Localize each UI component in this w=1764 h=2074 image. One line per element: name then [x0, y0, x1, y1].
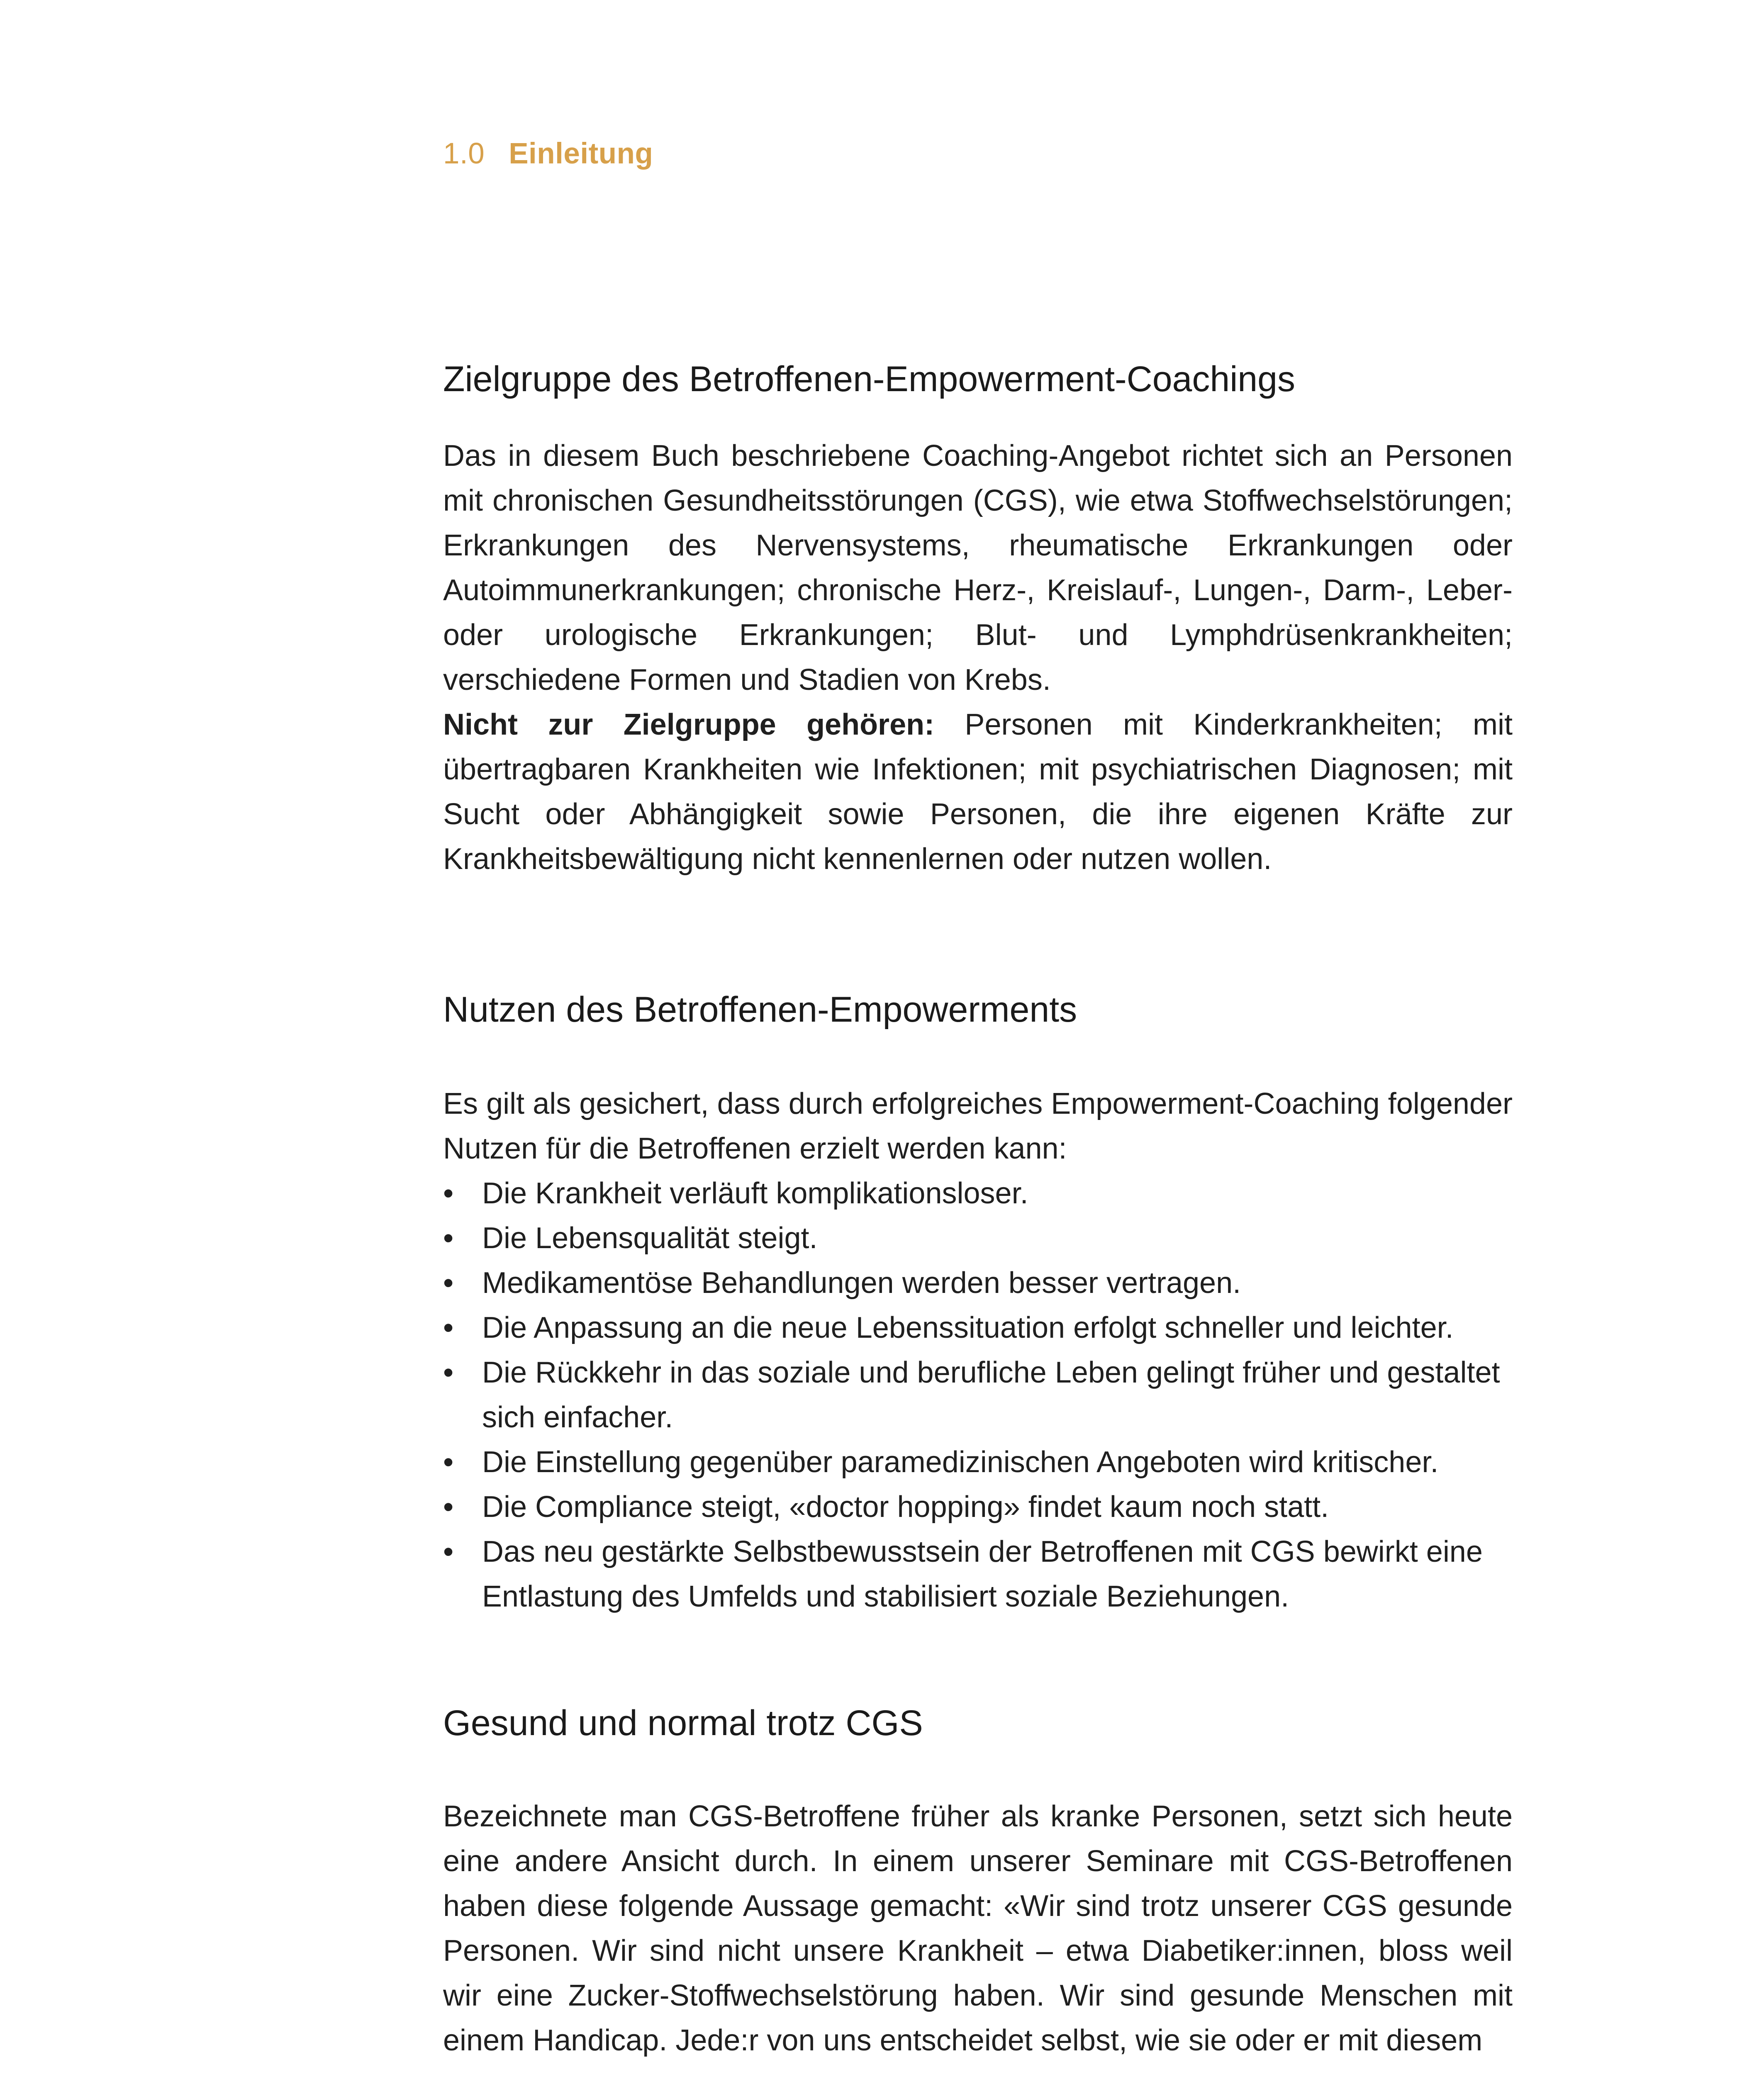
bullet-icon: •	[443, 1177, 454, 1210]
chapter-number: 1.0	[443, 137, 485, 170]
section-heading-gesund: Gesund und normal trotz CGS	[443, 1703, 923, 1743]
list-item: • Die Krankheit verläuft komplikationsloser.	[443, 1171, 1513, 1216]
paragraph-zielgruppe	[443, 433, 1513, 881]
list-item: • Medikamentöse Behandlungen werden besser vertragen.	[443, 1261, 1513, 1305]
bullet-icon: •	[443, 1446, 454, 1479]
bullet-icon: •	[443, 1490, 454, 1524]
exclusion-text: Personen mit Kinderkrankheiten; mit übertragbaren Krankheiten wie Infektionen; mit psychiatrischen Diagnosen; mit Sucht oder Abhängigkeit sowie Personen, die ihre eigenen Kräfte zur Krankheitsbewältigung nicht kennenlernen oder nutzen wollen.	[443, 708, 1513, 876]
bullet-icon: •	[443, 1535, 454, 1568]
list-item: • Die Compliance steigt, «doctor hopping» findet kaum noch statt.	[443, 1485, 1513, 1529]
chapter-title: Einleitung	[509, 137, 653, 170]
benefits-list	[443, 1171, 1513, 1619]
bullet-icon: •	[443, 1356, 454, 1389]
bullet-icon: •	[443, 1222, 454, 1255]
paragraph-nutzen-intro: Es gilt als gesichert, dass durch erfolgreiches Empowerment-Coaching folgender Nutzen für die Betroffenen erzielt werden kann:	[443, 1087, 1513, 1165]
list-item: • Die Einstellung gegenüber paramedizinischen Angeboten wird kritischer.	[443, 1440, 1513, 1485]
section-heading-zielgruppe: Zielgruppe des Betroffenen-Empowerment-Coachings	[443, 359, 1295, 399]
list-item: • Die Rückkehr in das soziale und berufliche Leben gelingt früher und gestaltet sich einfacher.	[443, 1350, 1513, 1440]
paragraph-zielgruppe-text: Das in diesem Buch beschriebene Coaching-Angebot richtet sich an Personen mit chronischen Gesundheitsstörungen (CGS), wie etwa Stoffwechselstörungen; Erkrankungen des Nervensystems, rheumatische Erkrankungen oder Autoimmunerkrankungen; chronische Herz-, Kreislauf-, Lungen-, Darm-, Leber- oder urologische Erkrankungen; Blut- und Lymphdrüsenkrankheiten; verschiedene Formen und Stadien von Krebs.	[443, 439, 1513, 696]
bullet-icon: •	[443, 1266, 454, 1300]
list-item: • Das neu gestärkte Selbstbewusstsein der Betroffenen mit CGS bewirkt eine Entlastung des Umfelds und stabilisiert soziale Beziehungen.	[443, 1529, 1513, 1619]
list-item: • Die Lebensqualität steigt.	[443, 1216, 1513, 1261]
list-item: • Die Anpassung an die neue Lebenssituation erfolgt schneller und leichter.	[443, 1305, 1513, 1350]
exclusion-label: Nicht zur Zielgruppe gehören:	[443, 708, 935, 741]
paragraph-gesund: Bezeichnete man CGS-Betroffene früher als kranke Personen, setzt sich heute eine andere Ansicht durch. In einem unserer Seminare mit CGS-Betroffenen haben diese folgende Aussage gemacht: «Wir sind trotz unserer CGS gesunde Personen. Wir sind nicht unsere Krankheit – etwa Diabetiker:innen, bloss weil wir eine Zucker-Stoffwechselstörung haben. Wir sind gesunde Menschen mit einem Handicap. Jede:r von uns entscheidet selbst, wie sie oder er mit diesem	[443, 1800, 1513, 2057]
bullet-icon: •	[443, 1311, 454, 1344]
section-heading-nutzen: Nutzen des Betroffenen-Empowerments	[443, 990, 1077, 1030]
running-head	[443, 139, 653, 168]
